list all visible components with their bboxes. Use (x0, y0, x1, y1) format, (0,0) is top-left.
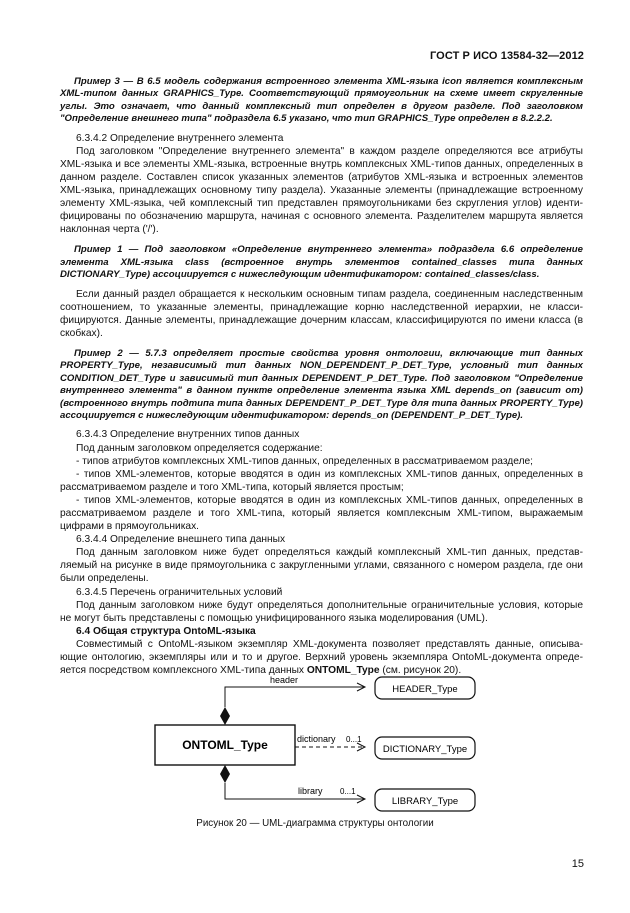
dictionary-role-label: dictionary (297, 734, 336, 744)
header-role-label: header (270, 675, 299, 685)
paragraph: Под заголовком "Определение внутреннего элемента" в каждом разделе определяются все атрибуты XML-языка и все элементы XML-языка, встроенные внутрь комплексных XML-типов данных, определенных в данном разделе. Составлен список указанных элементов (атрибутов XML-языка и встроенных элементов XML-языка, принадлежащих основному типу раздела). Указанные элементы (принадлежащие встроенному элементу XML-языка, чей комплексный тип представлен прямоугольниками без скругления углов) идентифицированы по обозначению маршрута, начиная с основного элемента. Разделителем маршрута является наклонная черта ('/'). (60, 145, 583, 236)
header-composition-diamond (220, 707, 230, 725)
heading-6-4: 6.4 Общая структура OntoML-языка (76, 625, 256, 637)
dictionary-multiplicity: 0...1 (346, 735, 362, 744)
paragraph-text: Совместимый с OntoML-языком экземпляр XML-документа позволяет представлять данные, описывающие онтологию, экземпляры или и то и другое. Верхний уровень экземпляра OntoML-документа опредеяется посредством комплексного XML-типа данных (60, 638, 583, 677)
main-class-label: ONTOML_Type (182, 738, 268, 752)
type-name: ONTOML_Type (306, 665, 380, 677)
uml-diagram (150, 670, 480, 820)
list-item: - типов XML-элементов, которые вводятся в один из комплексных XML-типов данных, определенных в рассматриваемом разделе и того XML-типа, который является комплексным XML-типом, выражаемым цифрами в прямоугольниках. (60, 494, 583, 533)
example-3: Пример 3 — В 6.5 модель содержания встроенного элемента XML-языка icon является комплексным XML-типом данных GRAPHICS_Type. Соответствующий прямоугольник на схеме имеет скругленные углы. Это означает, что данный комплексный тип определен в другом разделе. Под заголовком "Определение внешнего типа" подраздела 6.5 указано, что тип GRAPHICS_Type определен в 8.2.2.2. (60, 76, 583, 125)
figure-caption: Рисунок 20 — UML-диаграмма структуры онтологии (196, 818, 434, 829)
dictionary-type-label: DICTIONARY_Type (382, 744, 468, 755)
list-item: - типов атрибутов комплексных XML-типов данных, определенных в рассматриваемом разделе; (76, 455, 534, 467)
list-item: - типов XML-элементов, которые вводятся в один из комплексных XML-типов данных, определенных в рассматриваемом разделе и того XML-типа, который является простым; (60, 468, 583, 493)
example-1: Пример 1 — Под заголовком «Определение внутреннего элемента» подраздела 6.6 определение элемента XML-языка class (встроенное внутрь элементов contained_classes типа данных DICTIONARY_Type) ассоциируется с нижеследующим идентификатором: contained_classes/class. (60, 244, 583, 281)
heading-6-3-4-5: 6.3.4.5 Перечень ограничительных условий (76, 586, 283, 598)
heading-6-3-4-3: 6.3.4.3 Определение внутренних типов данных (76, 429, 300, 441)
paragraph: Под данным заголовком ниже будут определяться дополнительные ограничительные условия, которые не могут быть представлены с помощью унифицированного языка моделирования (UML). (60, 599, 583, 624)
paragraph: Под данным заголовком определяется содержание: (76, 442, 323, 454)
header-type-label: HEADER_Type (392, 684, 458, 695)
paragraph: Под данным заголовком ниже будет определяться каждый комплексный XML-тип данных, представляемый на рисунке в виде прямоугольника с закругленными углами, связанного с номером раздела, где они были определены. (60, 547, 583, 585)
body-text (60, 76, 583, 677)
page-number: 15 (571, 858, 584, 870)
page-header: ГОСТ Р ИСО 13584-32—2012 (429, 50, 584, 62)
paragraph: Если данный раздел обращается к нескольким основным типам раздела, соединенным наследственным соотношением, то указанные элементы, принадлежащие корню наследственной иерархии, не классифицируются. Данные элементы, принадлежащие дочерним классам, классифицируются по имени класса (в скобках). (60, 288, 583, 339)
header-association-line (225, 687, 365, 707)
library-type-label: LIBRARY_Type (391, 796, 459, 807)
heading-6-3-4-2: 6.3.4.2 Определение внутреннего элемента (76, 132, 284, 144)
library-multiplicity: 0...1 (340, 787, 356, 796)
library-role-label: library (298, 786, 323, 796)
paragraph-text: (см. рисунок 20). (379, 665, 462, 677)
library-composition-diamond (220, 765, 230, 783)
example-2: Пример 2 — 5.7.3 определяет простые свойства уровня онтологии, включающие тип данных PROPERTY_Type, независимый тип данных NON_DEPENDENT_P_DET_Type, условный тип данных CONDITION_DET_Type и зависимый тип данных DEPENDENT_P_DET_Type. Под заголовком "Определение внутреннего элемента" в данном пункте определение элемента языка XML depends_on (зависит от) (встроенного внутрь подтипа типа данных DEPENDENT_P_DET_Type для типа данных PROPERTY_Type) ассоциируется с нижеследующим идентификатором: depends_on (DEPENDENT_P_DET_Type). (60, 347, 583, 421)
heading-6-3-4-4: 6.3.4.4 Определение внешнего типа данных (76, 534, 286, 546)
